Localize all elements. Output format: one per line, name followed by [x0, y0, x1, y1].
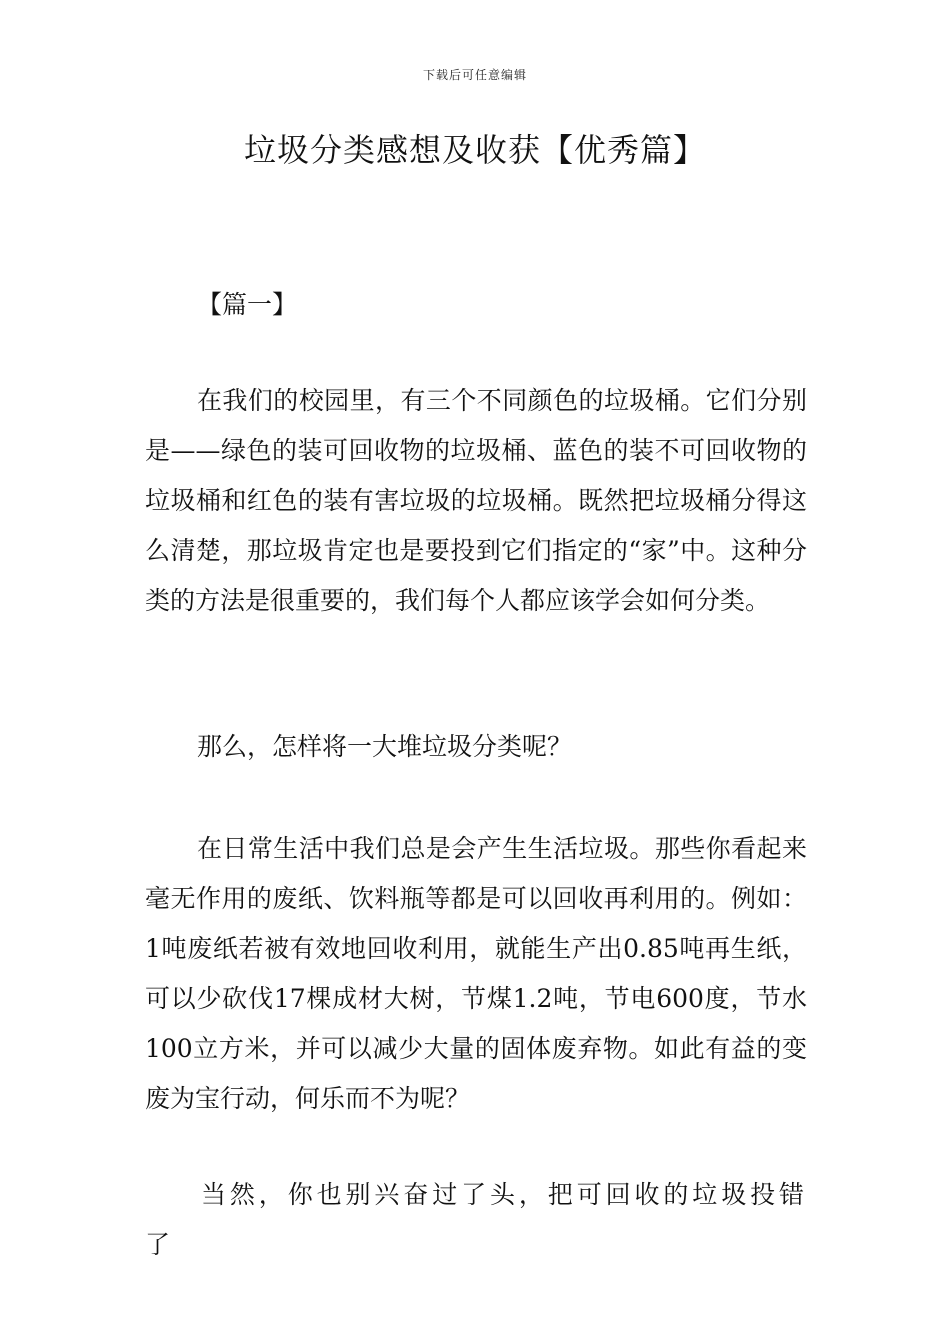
paragraph-1: 在我们的校园里，有三个不同颜色的垃圾桶。它们分别是——绿色的装可回收物的垃圾桶、蓝色的装不可回收物的垃圾桶和红色的装有害垃圾的垃圾桶。既然把垃圾桶分得这么清楚，那垃圾肯定也是要投到它们指定的“家”中。这种分类的方法是很重要的，我们每个人都应该学会如何分类。 [145, 386, 807, 615]
document-title: 垃圾分类感想及收获【优秀篇】 [243, 131, 706, 169]
section-label: 【篇一】 [197, 290, 298, 319]
paragraph-4: 当然，你也别兴奋过了头，把可回收的垃圾投错了 [145, 1180, 807, 1259]
paragraph-3: 在日常生活中我们总是会产生生活垃圾。那些你看起来毫无作用的废纸、饮料瓶等都是可以回收再利用的。例如：1吨废纸若被有效地回收利用，就能生产出0.85吨再生纸，可以少砍伐17棵成材大树，节煤1.2吨，节电600度，节水100立方米，并可以减少大量的固体废弃物。如此有益的变废为宝行动，何乐而不为呢？ [145, 834, 807, 1113]
paragraph-2: 那么，怎样将一大堆垃圾分类呢？ [197, 732, 573, 761]
header-note: 下载后可任意编辑 [422, 68, 527, 82]
